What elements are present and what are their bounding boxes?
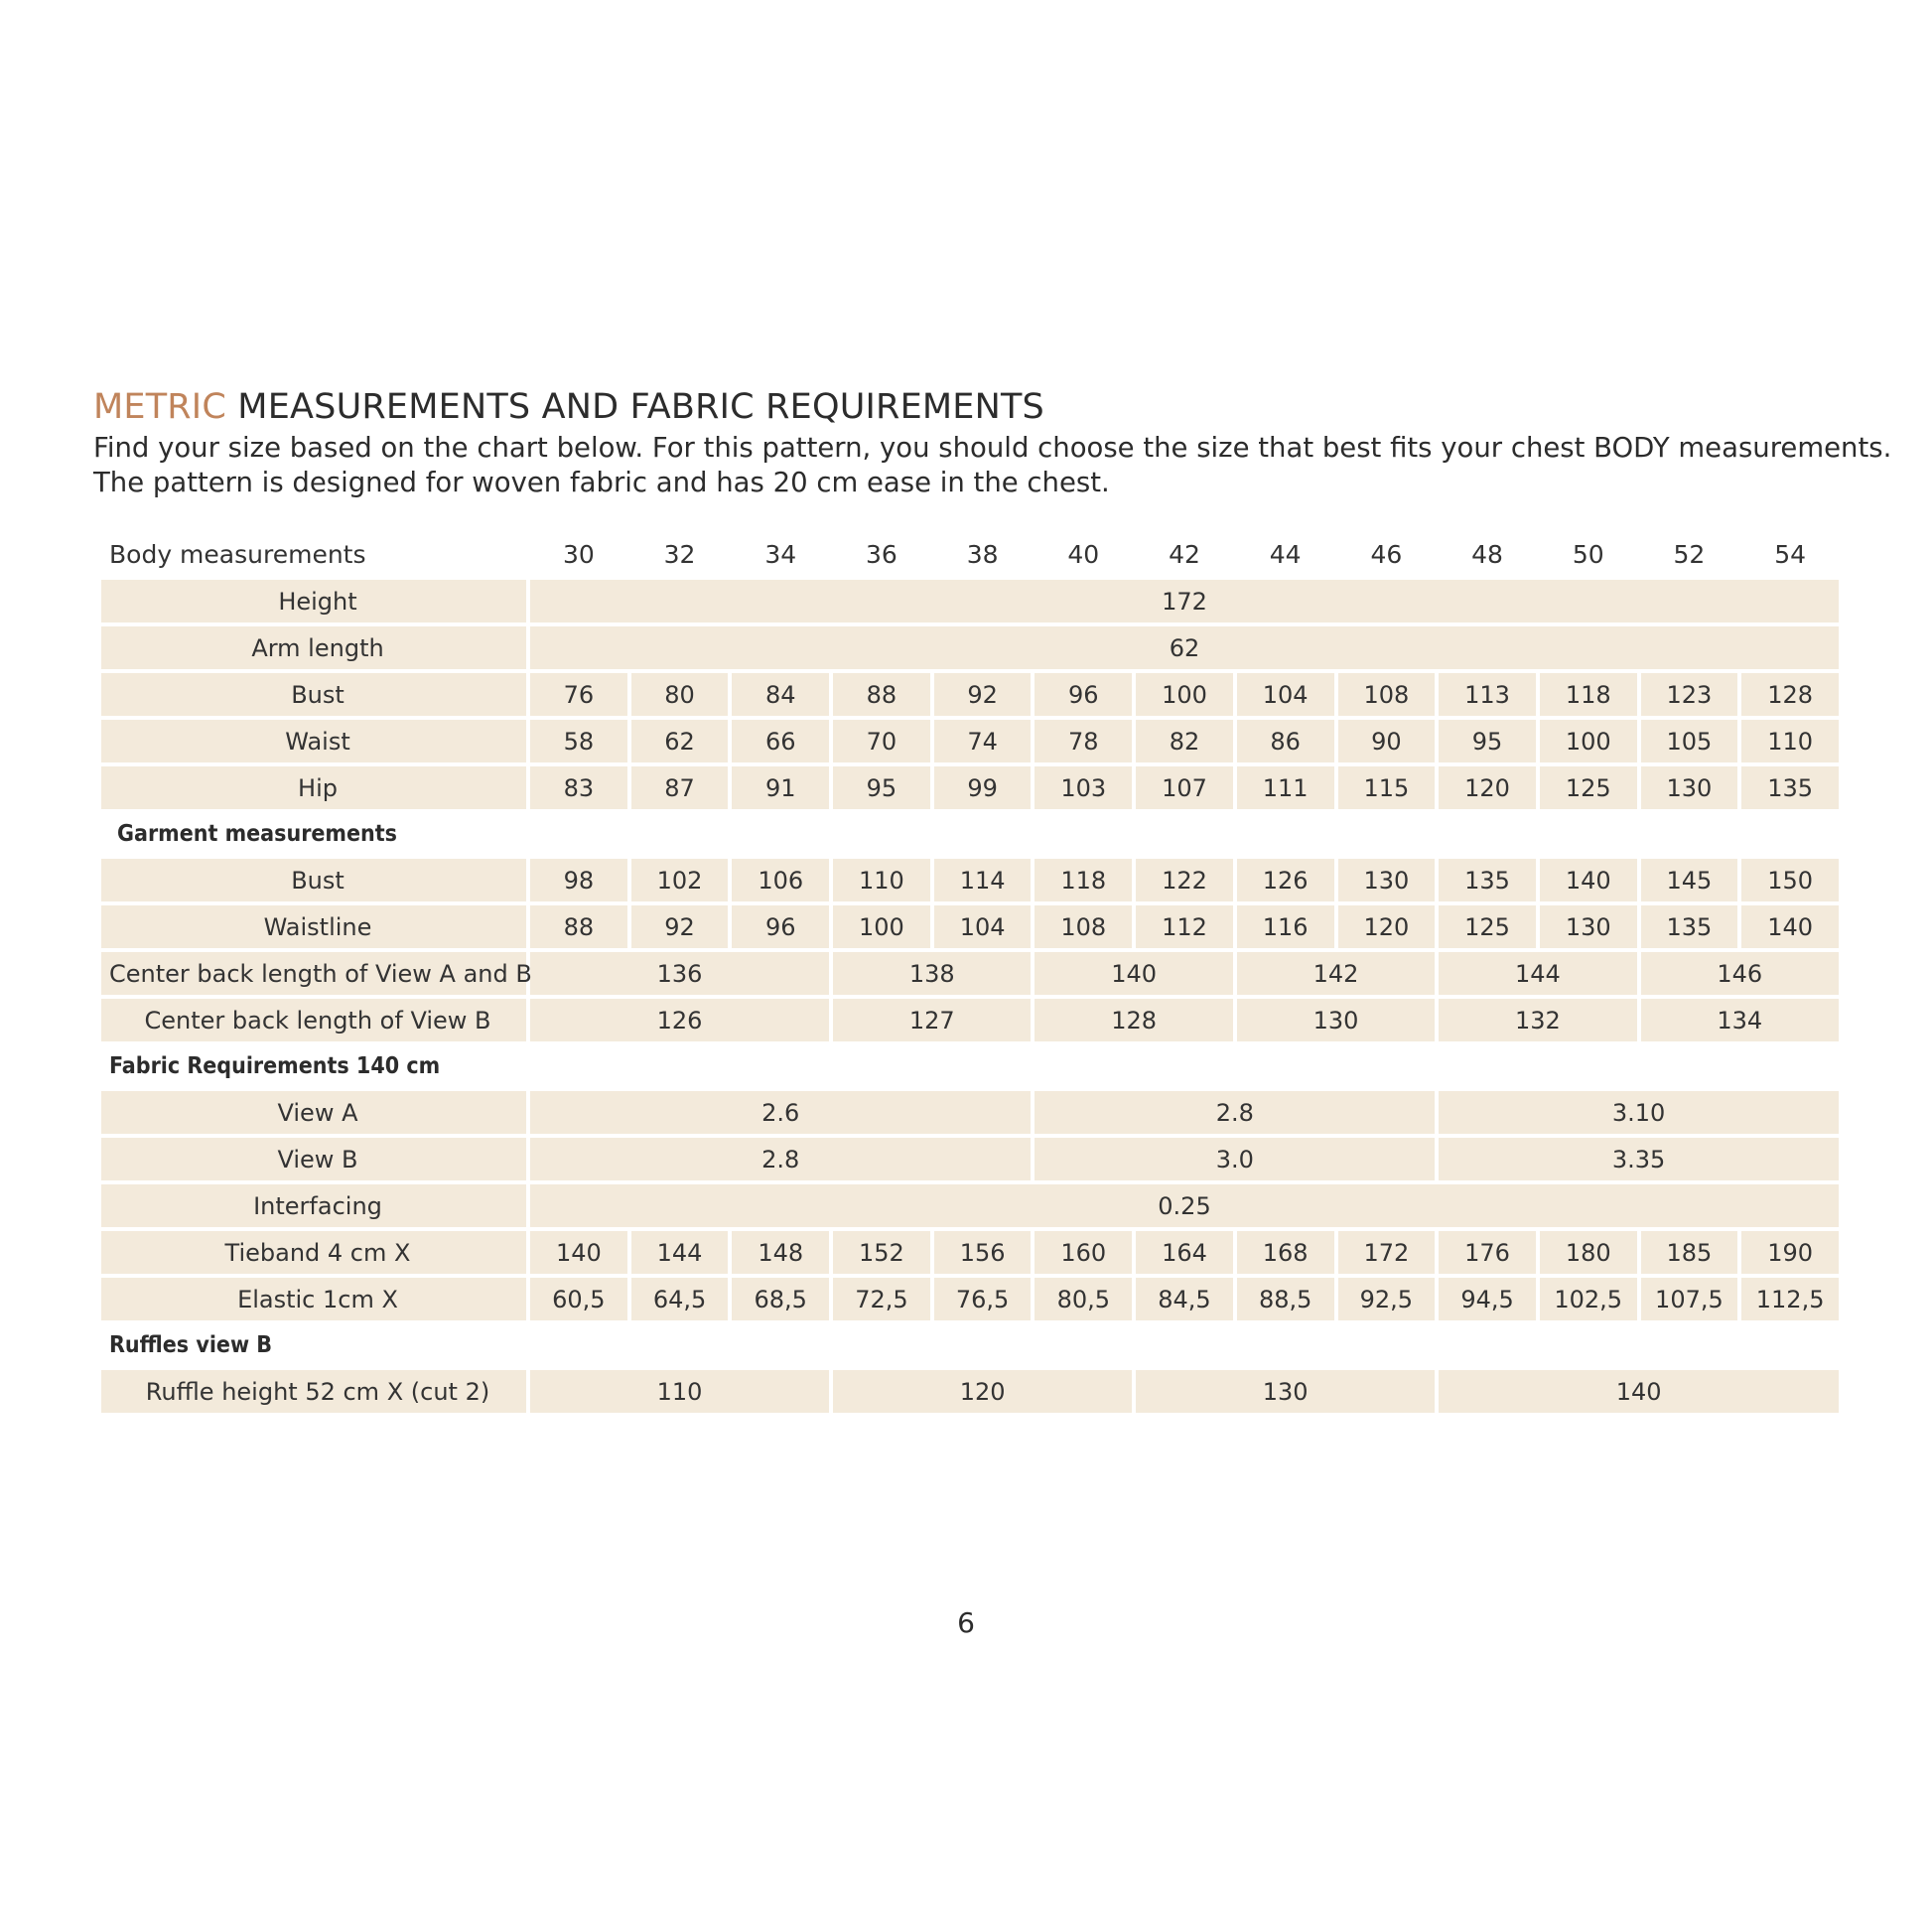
row-label: View A [101, 1091, 526, 1134]
table-cell-merged: 136 [530, 952, 829, 995]
table-cell: 100 [1136, 673, 1233, 716]
row-label: Interfacing [101, 1184, 526, 1227]
table-cell: 168 [1237, 1231, 1334, 1274]
table-cell: 91 [732, 766, 829, 809]
table-cell: 102,5 [1540, 1278, 1637, 1320]
table-cell-merged: 126 [530, 999, 829, 1041]
table-cell: 70 [833, 720, 930, 762]
table-cell: 60,5 [530, 1278, 627, 1320]
table-row [101, 673, 1839, 716]
table-cell: 148 [732, 1231, 829, 1274]
table-cell-merged: 132 [1439, 999, 1636, 1041]
intro-text [93, 431, 1891, 500]
table-cell: 74 [934, 720, 1032, 762]
table-row [101, 1184, 1839, 1227]
table-cell-merged: 127 [833, 999, 1031, 1041]
table-row [101, 766, 1839, 809]
table-cell: 123 [1641, 673, 1738, 716]
table-cell: 150 [1741, 859, 1839, 901]
table-cell: 92 [934, 673, 1032, 716]
row-label: Hip [101, 766, 526, 809]
table-cell: 140 [530, 1231, 627, 1274]
table-cell-merged: 62 [530, 626, 1839, 669]
table-cell: 100 [833, 905, 930, 948]
section-heading: Garment measurements [117, 821, 397, 847]
section-heading-row [101, 1045, 1839, 1087]
table-row [101, 1091, 1839, 1134]
table-cell: 116 [1237, 905, 1334, 948]
table-row [101, 999, 1839, 1041]
table-cell: 106 [732, 859, 829, 901]
size-header-52: 52 [1673, 539, 1706, 569]
table-row [101, 1278, 1839, 1320]
table-cell: 98 [530, 859, 627, 901]
row-label: Center back length of View B [101, 999, 526, 1041]
row-label: View B [101, 1138, 526, 1180]
table-row [101, 626, 1839, 669]
table-cell: 84,5 [1136, 1278, 1233, 1320]
table-cell: 145 [1641, 859, 1738, 901]
table-row [101, 720, 1839, 762]
size-header-48: 48 [1471, 539, 1503, 569]
table-cell-merged: 2.8 [1035, 1091, 1435, 1134]
table-row [101, 1370, 1839, 1413]
table-cell: 172 [1338, 1231, 1436, 1274]
table-cell: 58 [530, 720, 627, 762]
table-cell: 64,5 [631, 1278, 729, 1320]
table-cell: 96 [1035, 673, 1132, 716]
table-cell: 112,5 [1741, 1278, 1839, 1320]
table-cell: 100 [1540, 720, 1637, 762]
table-cell: 92 [631, 905, 729, 948]
row-label: Center back length of View A and B [101, 952, 526, 995]
table-cell: 120 [1338, 905, 1436, 948]
table-row [101, 580, 1839, 622]
size-header-34: 34 [764, 539, 797, 569]
size-header-38: 38 [966, 539, 999, 569]
table-cell: 152 [833, 1231, 930, 1274]
size-header-46: 46 [1370, 539, 1403, 569]
row-label: Bust [101, 673, 526, 716]
table-cell: 96 [732, 905, 829, 948]
row-label: Waist [101, 720, 526, 762]
table-cell-merged: 0.25 [530, 1184, 1839, 1227]
table-cell: 180 [1540, 1231, 1637, 1274]
table-cell: 135 [1641, 905, 1738, 948]
table-cell: 68,5 [732, 1278, 829, 1320]
table-cell-merged: 146 [1641, 952, 1839, 995]
section-heading-row [101, 1324, 1839, 1366]
header-label: Body measurements [109, 539, 366, 569]
size-chart-table [97, 528, 1843, 1417]
title-rest: MEASUREMENTS AND FABRIC REQUIREMENTS [225, 387, 1044, 427]
table-cell-merged: 120 [833, 1370, 1132, 1413]
size-header-42: 42 [1169, 539, 1200, 569]
table-cell-merged: 130 [1237, 999, 1435, 1041]
table-cell: 135 [1741, 766, 1839, 809]
table-cell: 111 [1237, 766, 1334, 809]
table-cell: 160 [1035, 1231, 1132, 1274]
intro-line-1: Find your size based on the chart below. For this pattern, you should choose the size that best fits your chest BODY measurements. [93, 432, 1892, 464]
row-label: Elastic 1cm X [101, 1278, 526, 1320]
table-cell: 118 [1035, 859, 1132, 901]
size-chart-body [101, 532, 1839, 1413]
table-cell-merged: 140 [1035, 952, 1232, 995]
table-cell: 83 [530, 766, 627, 809]
table-cell: 140 [1540, 859, 1637, 901]
table-cell-merged: 2.6 [530, 1091, 1031, 1134]
title-accent: METRIC [93, 387, 226, 427]
table-cell: 118 [1540, 673, 1637, 716]
table-cell: 84 [732, 673, 829, 716]
section-heading: Ruffles view B [109, 1332, 273, 1358]
size-header-50: 50 [1572, 539, 1604, 569]
table-cell: 102 [631, 859, 729, 901]
table-cell: 115 [1338, 766, 1436, 809]
table-cell-merged: 138 [833, 952, 1031, 995]
table-cell: 113 [1439, 673, 1536, 716]
table-cell: 110 [1741, 720, 1839, 762]
table-cell-merged: 142 [1237, 952, 1435, 995]
table-cell: 99 [934, 766, 1032, 809]
table-cell: 94,5 [1439, 1278, 1536, 1320]
table-cell: 103 [1035, 766, 1132, 809]
size-header-30: 30 [562, 539, 595, 569]
table-cell: 72,5 [833, 1278, 930, 1320]
row-label: Bust [101, 859, 526, 901]
table-row [101, 859, 1839, 901]
table-cell: 164 [1136, 1231, 1233, 1274]
row-label: Height [101, 580, 526, 622]
page-title [93, 387, 1044, 427]
table-cell: 144 [631, 1231, 729, 1274]
table-cell: 130 [1338, 859, 1436, 901]
table-cell-merged: 3.35 [1439, 1138, 1839, 1180]
table-cell: 125 [1540, 766, 1637, 809]
table-cell: 82 [1136, 720, 1233, 762]
table-cell-merged: 172 [530, 580, 1839, 622]
table-cell: 76,5 [934, 1278, 1032, 1320]
size-header-54: 54 [1774, 539, 1807, 569]
table-cell: 92,5 [1338, 1278, 1436, 1320]
table-row [101, 1231, 1839, 1274]
table-cell-merged: 128 [1035, 999, 1232, 1041]
size-header-32: 32 [663, 539, 696, 569]
table-cell: 80,5 [1035, 1278, 1132, 1320]
table-cell: 112 [1136, 905, 1233, 948]
table-row [101, 905, 1839, 948]
table-cell: 176 [1439, 1231, 1536, 1274]
table-cell: 95 [1439, 720, 1536, 762]
table-cell: 104 [1237, 673, 1334, 716]
table-cell: 66 [732, 720, 829, 762]
table-cell-merged: 130 [1136, 1370, 1435, 1413]
table-cell: 95 [833, 766, 930, 809]
table-cell: 88,5 [1237, 1278, 1334, 1320]
table-cell: 108 [1035, 905, 1132, 948]
table-cell: 135 [1439, 859, 1536, 901]
table-row [101, 1138, 1839, 1180]
table-cell: 114 [934, 859, 1032, 901]
table-cell-merged: 3.10 [1439, 1091, 1839, 1134]
table-cell: 104 [934, 905, 1032, 948]
table-cell: 87 [631, 766, 729, 809]
table-cell: 76 [530, 673, 627, 716]
row-label: Ruffle height 52 cm X (cut 2) [101, 1370, 526, 1413]
table-cell: 62 [631, 720, 729, 762]
table-cell-merged: 134 [1641, 999, 1839, 1041]
table-cell-merged: 2.8 [530, 1138, 1031, 1180]
table-cell: 78 [1035, 720, 1132, 762]
table-cell: 105 [1641, 720, 1738, 762]
table-cell: 190 [1741, 1231, 1839, 1274]
table-cell: 140 [1741, 905, 1839, 948]
intro-line-2: The pattern is designed for woven fabric and has 20 cm ease in the chest. [93, 467, 1110, 498]
table-cell: 185 [1641, 1231, 1738, 1274]
table-cell-merged: 3.0 [1035, 1138, 1435, 1180]
row-label: Waistline [101, 905, 526, 948]
table-cell: 125 [1439, 905, 1536, 948]
table-cell: 126 [1237, 859, 1334, 901]
table-cell: 120 [1439, 766, 1536, 809]
table-cell: 110 [833, 859, 930, 901]
table-cell: 130 [1540, 905, 1637, 948]
table-cell: 130 [1641, 766, 1738, 809]
table-cell: 80 [631, 673, 729, 716]
table-cell: 122 [1136, 859, 1233, 901]
row-label: Arm length [101, 626, 526, 669]
table-cell: 128 [1741, 673, 1839, 716]
table-cell: 108 [1338, 673, 1436, 716]
table-cell: 90 [1338, 720, 1436, 762]
table-cell: 107,5 [1641, 1278, 1738, 1320]
table-cell: 86 [1237, 720, 1334, 762]
row-label: Tieband 4 cm X [101, 1231, 526, 1274]
table-row [101, 952, 1839, 995]
size-header-40: 40 [1067, 539, 1100, 569]
table-cell: 156 [934, 1231, 1032, 1274]
table-cell: 88 [530, 905, 627, 948]
size-header-row [101, 532, 1839, 576]
table-cell: 88 [833, 673, 930, 716]
table-cell-merged: 140 [1439, 1370, 1839, 1413]
table-cell-merged: 144 [1439, 952, 1636, 995]
section-heading-row [101, 813, 1839, 855]
section-heading: Fabric Requirements 140 cm [109, 1053, 441, 1079]
size-header-44: 44 [1269, 539, 1302, 569]
page-number: 6 [957, 1606, 975, 1639]
size-header-36: 36 [866, 539, 897, 569]
table-cell-merged: 110 [530, 1370, 829, 1413]
table-cell: 107 [1136, 766, 1233, 809]
